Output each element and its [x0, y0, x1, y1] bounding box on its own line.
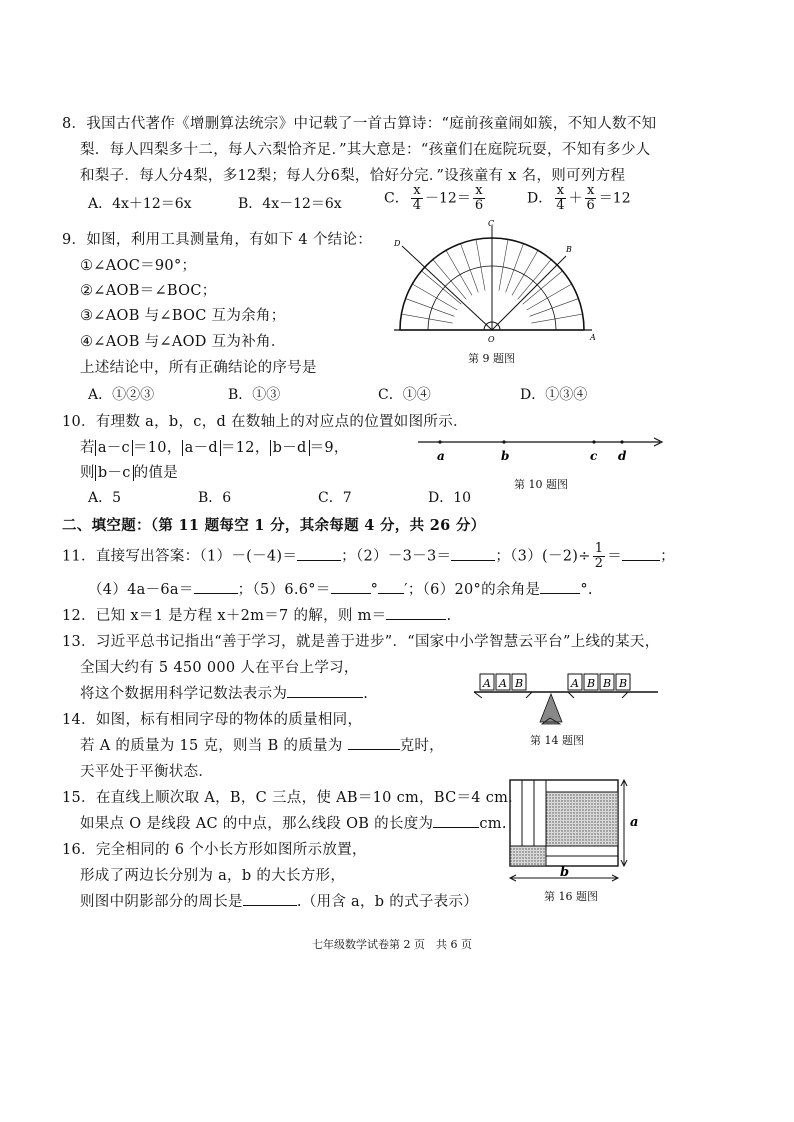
q9-conclusion-3: ③∠AOB 与∠BOC 互为余角； [80, 308, 286, 324]
point-b: b [501, 449, 510, 463]
q10-option-a: A．5 [88, 490, 122, 506]
protractor-tick [476, 239, 485, 290]
q11-blank-2[interactable] [451, 546, 495, 561]
q9-option-d: D．①③④ [520, 387, 588, 403]
q10-option-b: B．6 [198, 490, 232, 506]
q8-line1: 8．我国古代著作《增删算法统宗》中记载了一首古算诗：“庭前孩童闹如簇，不知人数不知 [62, 116, 657, 132]
q11-blank-5[interactable] [331, 579, 371, 594]
q11-blank-7[interactable] [540, 579, 580, 594]
q9-question: 上述结论中，所有正确结论的序号是 [80, 360, 317, 376]
q15-line2: 如果点 O 是线段 AC 的中点，那么线段 OB 的长度为 cm. [80, 812, 507, 833]
q11-line2: （4）4a－6a＝ ；（5）6.6°＝ ° ′；（6）20°的余角是 °. [88, 578, 593, 599]
q16-blank[interactable] [243, 891, 297, 906]
q11-blank-4[interactable] [194, 579, 238, 594]
label-d: D [394, 239, 401, 248]
weight-label: B [603, 677, 612, 690]
q9-option-c: C．①④ [378, 387, 431, 403]
weight-label: A [499, 677, 507, 690]
q15-blank[interactable] [433, 813, 479, 828]
q8-option-b: B．4x－12＝6x [238, 196, 342, 212]
q9-conclusion-4: ④∠AOB 与∠AOD 互为补角． [80, 334, 286, 350]
q15-line1: 15．在直线上顺次取 A，B，C 三点，使 AB＝10 cm，BC＝4 cm． [62, 790, 523, 806]
q9-intro: 9．如图，利用工具测量角，有如下 4 个结论： [62, 232, 373, 248]
q9-option-a: A．①②③ [88, 387, 155, 403]
q16-caption: 第 16 题图 [544, 890, 598, 903]
section-fill-in-title: 二、填空题：（第 11 题每空 1 分，其余每题 4 分，共 26 分） [62, 517, 486, 534]
q13-line3: 将这个数据用科学记数法表示为 . [80, 682, 368, 703]
weight-label: A [483, 677, 491, 690]
label-a: A [590, 333, 596, 342]
q8-option-a: A．4x＋12＝6x [88, 196, 192, 212]
q12-blank[interactable] [386, 605, 446, 620]
q10-conditions: 若 a－c ＝10， a－d ＝12， b－d ＝9， [80, 440, 349, 456]
left-pan-items [480, 674, 526, 690]
protractor-tick [446, 250, 472, 295]
protractor-tick [412, 284, 457, 310]
protractor-figure [380, 218, 610, 348]
weight-label: B [619, 677, 628, 690]
q10-caption: 第 10 题图 [514, 478, 568, 491]
q8-line3: 和梨子．每人分4梨，多12梨；每人分6梨，恰好分完．”设孩童有 x 名，则可列方程 [80, 168, 626, 184]
q13-line1: 13．习近平总书记指出“善于学习，就是善于进步”．“国家中小学智慧云平台”上线的某天， [62, 634, 660, 650]
q8-option-d: D． $\frac{x}{4}$ ＋ $\frac{x}{6}$ ＝12 [527, 183, 631, 213]
label-c: C [488, 219, 495, 228]
q13-blank[interactable] [287, 683, 363, 698]
q14-line3: 天平处于平衡状态． [80, 764, 214, 780]
weight-label: A [571, 677, 579, 690]
q10-option-d: D．10 [428, 490, 472, 506]
protractor-tick [523, 271, 563, 304]
balance-figure [468, 666, 664, 726]
q13-line2: 全国大约有 5 450 000 人在平台上学习， [80, 660, 359, 676]
q11-blank-3[interactable] [622, 546, 660, 561]
q14-caption: 第 14 题图 [530, 734, 584, 747]
protractor-tick [422, 271, 462, 304]
q16-line2: 形成了两边长分别为 a，b 的大长方形， [80, 868, 346, 884]
q9-conclusion-1: ①∠AOC＝90°； [80, 258, 197, 274]
q14-line1: 14．如图，标有相同字母的物体的质量相同， [62, 712, 363, 728]
point-c: c [590, 449, 598, 463]
q9-caption: 第 9 题图 [468, 352, 515, 365]
protractor-tick [401, 314, 452, 323]
q10-question: 则 b－c 的值是 [80, 465, 179, 481]
q14-line2: 若 A 的质量为 15 克，则当 B 的质量为 克时， [80, 734, 444, 755]
q11-blank-1[interactable] [297, 546, 341, 561]
q9-option-b: B．①③ [228, 387, 281, 403]
q16-line1: 16．完全相同的 6 个小长方形如图所示放置， [62, 842, 367, 858]
rectangle-figure [504, 776, 650, 890]
q14-blank[interactable] [348, 735, 400, 750]
q12: 12．已知 x＝1 是方程 x＋2m＝7 的解，则 m＝ . [62, 604, 451, 625]
label-b-side: b [560, 865, 570, 880]
q10-option-c: C．7 [318, 490, 352, 506]
q8-option-c: C． $\frac{x}{4}$ －12＝ $\frac{x}{6}$ [384, 183, 484, 213]
label-b: B [566, 245, 572, 254]
weight-label: B [515, 677, 524, 690]
number-line-figure [416, 432, 666, 468]
q9-conclusion-2: ②∠AOB＝∠BOC； [80, 283, 217, 299]
protractor-tick [531, 314, 582, 323]
weight-label: B [587, 677, 596, 690]
page-footer: 七年级数学试卷第 2 页 共 6 页 [312, 938, 472, 951]
q16-line3: 则图中阴影部分的周长是 .（用含 a，b 的式子表示） [80, 890, 478, 911]
q10-intro: 10．有理数 a，b，c，d 在数轴上的对应点的位置如图所示． [62, 414, 468, 430]
label-a-side: a [630, 815, 639, 830]
right-pan-items [568, 674, 630, 690]
point-a: a [437, 449, 445, 463]
protractor-tick [499, 239, 508, 290]
point-d: d [618, 449, 627, 463]
q11-blank-6[interactable] [378, 579, 404, 594]
q11-line1: 11．直接写出答案：（1）－(－4)＝ ；（2）－3－3＝ ；（3）(－2)÷ $\frac{1}{2}$ ＝ ； [62, 541, 675, 571]
protractor-tick [518, 260, 551, 300]
q8-line2: 梨．每人四梨多十二，每人六梨恰齐足．”其大意是：“孩童们在庭院玩耍，不知有多少人 [80, 142, 651, 158]
label-o: O [488, 335, 495, 344]
